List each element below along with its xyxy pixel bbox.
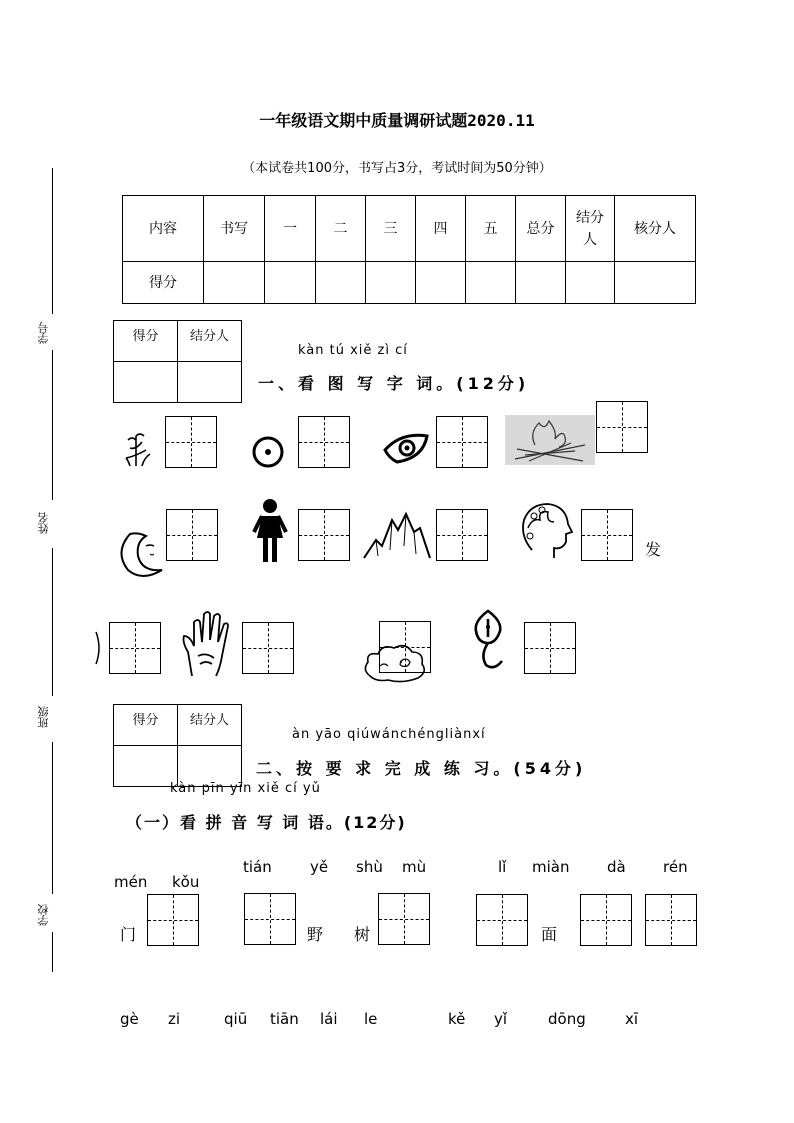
tianzi-box[interactable]: [436, 416, 488, 468]
section2-heading: 二、按 要 求 完 成 练 习。(54分): [256, 759, 587, 778]
pinyin-zi: zi: [168, 1010, 181, 1028]
grader-table-1: [113, 320, 242, 403]
pinyin-tian2: tiān: [270, 1010, 299, 1028]
score-header-grader: 结分人: [566, 196, 615, 262]
score-cell[interactable]: [366, 262, 416, 304]
pinyin-xi: xī: [625, 1010, 639, 1028]
tianzi-box[interactable]: [109, 622, 161, 674]
grader-name-label: 结分人: [178, 321, 242, 362]
score-cell[interactable]: [416, 262, 466, 304]
tianzi-box[interactable]: [166, 509, 218, 561]
grader-name-cell[interactable]: [178, 362, 242, 403]
char-shu: 树: [354, 925, 371, 944]
side-label-student-id: 学号: [37, 322, 50, 344]
tianzi-box[interactable]: [524, 622, 576, 674]
score-cell[interactable]: [316, 262, 366, 304]
partial-icon: [90, 628, 104, 668]
pinyin-men: mén: [114, 873, 148, 891]
pinyin-mian: miàn: [532, 858, 570, 876]
tianzi-box[interactable]: [581, 509, 633, 561]
score-header-4: 四: [416, 196, 466, 262]
grader-name-label: 结分人: [178, 705, 242, 746]
subsection-heading: （一）看 拼 音 写 词 语。(12分): [126, 813, 407, 832]
woman-icon: [250, 498, 290, 564]
pinyin-ren: rén: [663, 858, 688, 876]
char-mian: 面: [541, 925, 558, 944]
tianzi-box[interactable]: [298, 416, 350, 468]
binding-line: [52, 168, 53, 314]
tianzi-box[interactable]: [436, 509, 488, 561]
tianzi-box[interactable]: [378, 893, 430, 945]
score-header-5: 五: [466, 196, 516, 262]
pinyin-shu: shù: [356, 858, 383, 876]
score-cell[interactable]: [566, 262, 615, 304]
section2-pinyin: àn yāo qiúwánchéngliànxí: [292, 727, 486, 742]
field-icon: [472, 607, 506, 673]
score-cell[interactable]: [265, 262, 316, 304]
score-header-checker: 核分人: [615, 196, 696, 262]
score-header-total: 总分: [516, 196, 566, 262]
title-date: 2020.11: [467, 111, 535, 130]
grader-score-label: 得分: [114, 321, 178, 362]
tianzi-box[interactable]: [147, 894, 199, 946]
fire-icon: [505, 415, 595, 465]
score-cell[interactable]: [466, 262, 516, 304]
pinyin-le: le: [364, 1010, 378, 1028]
score-cell[interactable]: [615, 262, 696, 304]
pinyin-lai: lái: [320, 1010, 338, 1028]
pinyin-mu: mù: [402, 858, 427, 876]
pinyin-yi: yǐ: [494, 1010, 508, 1028]
tianzi-box[interactable]: [298, 509, 350, 561]
tianzi-box[interactable]: [476, 894, 528, 946]
grader-score-cell[interactable]: [114, 362, 178, 403]
trailing-char: 发: [645, 540, 662, 559]
side-label-name: 姓名: [37, 512, 50, 534]
binding-line: [52, 350, 53, 500]
score-header-content: 内容: [123, 196, 204, 262]
pinyin-dong: dōng: [548, 1010, 586, 1028]
char-men: 门: [120, 925, 137, 944]
pinyin-ge: gè: [120, 1010, 139, 1028]
title-text: 一年级语文期中质量调研试题: [259, 111, 468, 130]
pinyin-qiu: qiū: [224, 1010, 248, 1028]
pinyin-li: lǐ: [498, 858, 507, 876]
score-header-writing: 书写: [204, 196, 265, 262]
sprout-icon: [122, 428, 162, 468]
tianzi-box[interactable]: [645, 894, 697, 946]
section1-heading: 一、看 图 写 字 词。(12分): [258, 374, 530, 393]
pinyin-da: dà: [607, 858, 626, 876]
tianzi-box[interactable]: [379, 621, 431, 673]
page-subtitle: （本试卷共100分，书写占3分，考试时间为50分钟）: [242, 161, 552, 176]
binding-line: [52, 742, 53, 894]
grader-score-cell[interactable]: [114, 746, 178, 787]
sun-icon: [250, 432, 290, 472]
pinyin-ke: kě: [448, 1010, 466, 1028]
subsection-pinyin: kàn pīn yīn xiě cí yǔ: [170, 781, 321, 796]
grader-table-2: [113, 704, 242, 787]
eye-icon: [383, 428, 431, 468]
score-cell[interactable]: [204, 262, 265, 304]
score-row-label: 得分: [123, 262, 204, 304]
hand-icon: [180, 608, 238, 678]
pinyin-tian: tián: [243, 858, 272, 876]
binding-line: [52, 932, 53, 972]
mountain-icon: [362, 510, 432, 560]
tianzi-box[interactable]: [244, 893, 296, 945]
score-header-3: 三: [366, 196, 416, 262]
score-header-2: 二: [316, 196, 366, 262]
head-hair-icon: [518, 500, 574, 560]
score-cell[interactable]: [516, 262, 566, 304]
tianzi-box[interactable]: [580, 894, 632, 946]
score-header-1: 一: [265, 196, 316, 262]
section1-pinyin: kàn tú xiě zì cí: [298, 343, 408, 358]
tianzi-box[interactable]: [242, 622, 294, 674]
side-label-school: 学校: [37, 904, 50, 926]
pinyin-ye: yě: [310, 858, 329, 876]
binding-line: [52, 548, 53, 696]
tianzi-box[interactable]: [165, 416, 217, 468]
pinyin-kou: kǒu: [172, 873, 200, 891]
char-ye: 野: [307, 925, 324, 944]
grader-score-label: 得分: [114, 705, 178, 746]
tianzi-box[interactable]: [596, 401, 648, 453]
moon-icon: [112, 530, 168, 580]
page-title: [0, 108, 794, 131]
score-table: [122, 195, 696, 304]
side-label-class: 班级: [37, 706, 50, 728]
